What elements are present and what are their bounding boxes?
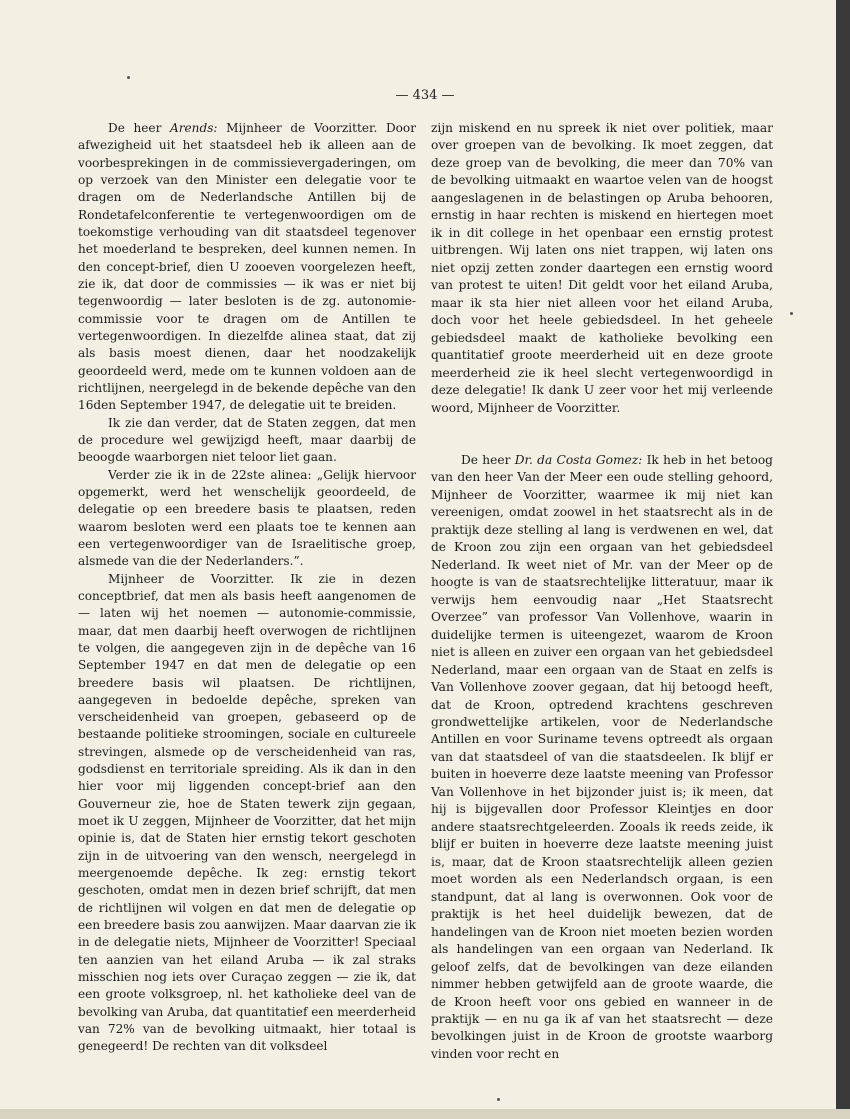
speaker-name: Dr. da Costa Gomez:: [514, 452, 643, 467]
right-column: [431, 120, 773, 1063]
paragraph: Mijnheer de Voorzitter. Ik zie in dezen conceptbrief, dat men als basis heeft aangenomen de — laten wij het noemen — autonomie-commissie, maar, dat men daarbij heeft overwogen de richtlijnen te volgen, die aangegeven zijn in de depêche van 16 September 1947 en dat men de delegatie op een breedere basis wil plaatsen. De richtlijnen, aangegeven in bedoelde depêche, spreken van verscheidenheid van groepen, gebaseerd op de bestaande politieke stroomingen, sociale en cultureele strevingen, alsmede op de verscheidenheid van ras, godsdienst en territoriale spreiding. Als ik dan in den hier voor mij liggenden concept-brief aan den Gouverneur zie, hoe de Staten tewerk zijn gegaan, moet ik U zeggen, Mijnheer de Voorzitter, dat het mijn opinie is, dat de Staten hier ernstig tekort geschoten zijn in de uitvoering van den wensch, neergelegd in meergenoemde depêche. Ik zeg: ernstig tekort geschoten, omdat men in dezen brief schrijft, dat men de richtlijnen wil volgen en dat men de delegatie op een breedere basis zou aanwijzen. Maar daarvan zie ik in de delegatie niets, Mijnheer de Voorzitter! Speciaal ten aanzien van het eiland Aruba — ik zal straks misschien nog iets over Curaçao zeggen — zie ik, dat een groote volksgroep, nl. het katholieke deel van de bevolking van Aruba, dat quantitatief een meerderheid van 72% van de bevolking uitmaakt, hier totaal is genegeerd! De rechten van dit volksdeel: [78, 571, 417, 1054]
speaker-prefix: De heer: [461, 452, 515, 467]
scan-edge: [836, 0, 850, 1119]
paragraph: Ik zie dan verder, dat de Staten zeggen, dat men de procedure wel gewijzigd heeft, maar daarbij de beoogde waarborgen niet teloor liet gaan.: [78, 415, 416, 465]
scan-speck: [127, 76, 130, 79]
speaker-name: Arends:: [170, 121, 218, 135]
paragraph-da-costa-gomez: [431, 452, 773, 1063]
paragraph-continued: zijn miskend en nu spreek ik niet over politiek, maar over groepen van de bevolking. Ik moet zeggen, dat deze groep van de bevolking, die meer dan 70% van de bevolking uitmaakt en waartoe velen van de hoogst aangeslagenen in de belastingen op Aruba behooren, ernstig in haar rechten is miskend en hiertegen moet ik in dit college in het openbaar een ernstig protest uitbrengen. Wij laten ons niet trappen, wij laten ons niet opzij zetten zonder daartegen een ernstig woord van protest te uiten! Dit geldt voor het eiland Aruba, maar ik sta hier niet alleen voor het eiland Aruba, doch voor het heele gebiedsdeel. In het geheele gebiedsdeel maakt de katholieke bevolking een quantitatief groote meerderheid uit en deze groote meerderheid zie ik heel slecht vertegenwoordigd in deze delegatie! Ik dank U zeer voor het mij verleende woord, Mijnheer de Voorzitter.: [431, 121, 773, 415]
scan-border: [0, 1109, 850, 1119]
paragraph-arends-intro: [78, 120, 416, 415]
page-number: — 434 —: [395, 88, 455, 103]
speaker-prefix: De heer: [108, 121, 170, 135]
scan-speck: [790, 312, 793, 315]
paragraph-text: Ik heb in het betoog van den heer Van der Meer een oude stelling gehoord, Mijnheer de Voorzitter, waarmee ik mij niet kan vereenigen, omdat zoowel in het staatsrecht als in de praktijk deze stelling al lang is verdwenen en wel, dat de Kroon zou zijn een orgaan van het gebiedsdeel Nederland. Ik weet niet of Mr. van der Meer op de hoogte is van de staatsrechtelijke litteratuur, maar ik verwijs hem eenvoudig naar „Het Staatsrecht Overzee” van professor Van Vollenhove, waarin in duidelijke termen is uiteengezet, waarom de Kroon niet is alleen en zuiver een orgaan van het gebiedsdeel Nederland, maar een orgaan van de Staat en zelfs is Van Vollenhove zoover gegaan, dat hij betoogd heeft, dat de Kroon, optredend krachtens geschreven grondwettelijke artikelen, voor de Nederlandsche Antillen en voor Suriname tevens optreedt als orgaan van dat staatsdeel of van die staatsdeelen. Ik blijf er buiten in hoeverre deze laatste meening van Professor Van Vollenhove in het bijzonder juist is; ik meen, dat hij is bijgevallen door Professor Kleintjes en door andere staatsrechtgeleerden. Zooals ik reeds zeide, ik blijf er buiten in hoeverre deze laatste meening juist is, maar, dat de Kroon staatsrechtelijk alleen gezien moet worden als een Nederlandsch orgaan, is een standpunt, dat al lang is overwonnen. Ook voor de praktijk is het heel duidelijk bewezen, dat de handelingen van de Kroon niet moeten bezien worden als handelingen van een orgaan van Nederland. Ik geloof zelfs, dat de bevolkingen van deze eilanden nimmer hebben getwijfeld aan de groote waarde, die de Kroon heeft voor ons gebied en wanneer in de praktijk — en nu ga ik af van het staatsrecht — deze bevolkingen juist in de Kroon de grootste waarborg vinden voor recht en: [431, 452, 773, 1061]
left-column: [78, 120, 416, 1056]
paragraph: Verder zie ik in de 22ste alinea: „Gelijk hiervoor opgemerkt, werd het wenschelijk geoordeeld, de delegatie op een breedere basis te plaatsen, reden waarom besloten werd een plaats toe te kennen aan een vertegenwoordiger van de Israelitische groep, alsmede van die der Nederlanders.”.: [78, 467, 416, 569]
paragraph-text: Mijnheer de Voorzitter. Door afwezigheid uit het staatsdeel heb ik alleen aan de voorbesprekingen in de commissievergaderingen, om op verzoek van den Minister een delegatie voor te dragen om de Nederlandsche Antillen bij de Rondetafelconferentie te vertegenwoordigen om de toekomstige verhouding van dit staatsdeel tegenover het moederland te bespreken, deel kunnen nemen. In den concept-brief, dien U zooeven voorgelezen heeft, zie ik, dat door de commissies — ik was er niet bij tegenwoordig — later besloten is de zg. autonomie-commissie voor te dragen om de Antillen te vertegenwoordigen. In diezelfde alinea staat, dat zij als basis moest dienen, daar het noodzakelijk geoordeeld werd, mede om te kunnen voldoen aan de richtlijnen, neergelegd in de bekende depêche van den 16den September 1947, de delegatie uit te breiden.: [78, 121, 416, 413]
scan-speck: [497, 1098, 500, 1101]
